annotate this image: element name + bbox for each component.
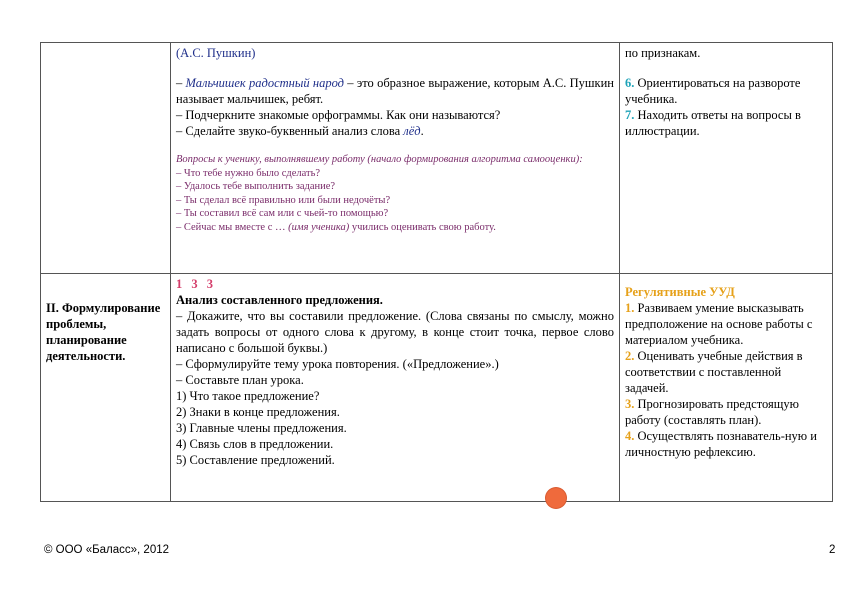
right-top-text: по признакам. <box>625 46 701 60</box>
item-text: Находить ответы на вопросы в иллюстрации. <box>625 108 801 138</box>
item-number: 7. <box>625 108 635 122</box>
slide-numbers: 1 3 3 <box>176 277 216 291</box>
uud-cell <box>620 274 833 502</box>
item-number: 4. <box>625 429 635 443</box>
analysis-word: лёд <box>403 124 421 138</box>
table-row <box>41 274 833 502</box>
uud-item <box>625 396 827 428</box>
last-q-suffix: учились оценивать свою работу. <box>349 221 496 233</box>
uud-item <box>625 348 827 396</box>
author-line: (А.С. Пушкин) <box>176 46 256 60</box>
paragraph: – Сформулируйте тему урока повторения. («Предложение».) <box>176 357 499 371</box>
item-text: Осуществлять познаватель-ную и личностную рефлексию. <box>625 429 817 459</box>
item-number: 2. <box>625 349 635 363</box>
stage-title: II. Формулирование проблемы, планирование деятельности. <box>46 301 161 363</box>
paragraph: – Докажите, что вы составили предложение. (Слова связаны по смыслу, можно задать вопросы от одного слова к другому, в конце стоит точка, первое слово написано с большой буквы.) <box>176 309 614 355</box>
questions-heading: Вопросы к ученику, выполнявшему работу (начало формирования алгоритма самооценки): <box>176 154 583 165</box>
uud-item <box>625 75 827 107</box>
uud-item <box>625 107 827 139</box>
question-item: – Удалось тебе выполнить задание? <box>176 181 336 192</box>
item-number: 3. <box>625 397 635 411</box>
plan-item: 2) Знаки в конце предложения. <box>176 405 340 419</box>
stage-cell-empty <box>41 43 171 274</box>
section-heading: Анализ составленного предложения. <box>176 293 383 307</box>
item-text: Развиваем умение высказывать предположение на основе работы с материалом учебника. <box>625 301 813 347</box>
phrase-quote: Мальчишек радостный народ <box>185 76 345 90</box>
question-item-last <box>176 221 614 235</box>
item-text: Оценивать учебные действия в соответствии с поставленной задачей. <box>625 349 803 395</box>
lesson-plan-table <box>40 42 833 502</box>
item-text: Ориентироваться на развороте учебника. <box>625 76 801 106</box>
question-item: – Ты составил всё сам или с чьей-то помощью? <box>176 208 389 219</box>
last-q-italic: (имя ученика) <box>288 221 350 233</box>
plan-item: 5) Составление предложений. <box>176 453 335 467</box>
page-number: 2 <box>829 544 836 556</box>
uud-item <box>625 300 827 348</box>
paragraph: – Составьте план урока. <box>176 373 304 387</box>
content-cell <box>171 274 620 502</box>
analysis-suffix: . <box>420 124 424 138</box>
stage-cell <box>41 274 171 502</box>
analysis-line <box>176 123 614 139</box>
analysis-prefix: – Сделайте звуко-буквенный анализ слова <box>176 124 404 138</box>
question-item: – Что тебе нужно было сделать? <box>176 167 321 179</box>
item-number: 6. <box>625 76 635 90</box>
content-cell <box>171 43 620 274</box>
phrase-paragraph <box>176 75 614 107</box>
table-row <box>41 43 833 274</box>
dash: – <box>176 76 186 90</box>
plan-item: 4) Связь слов в предложении. <box>176 437 334 451</box>
question-item: – Ты сделал всё правильно или были недочёты? <box>176 194 391 206</box>
item-number: 1. <box>625 301 635 315</box>
last-q-prefix: – Сейчас мы вместе с … <box>176 221 289 233</box>
plan-item: 3) Главные члены предложения. <box>176 421 347 435</box>
phrase-rest: – это образное выражение, которым А.С. Пушкин называет мальчишек, ребят. <box>176 76 615 106</box>
footer-copyright: © ООО «Баласс», 2012 <box>44 544 170 556</box>
plan-item: 1) Что такое предложение? <box>176 389 320 403</box>
uud-item <box>625 428 827 460</box>
uud-cell <box>620 43 833 274</box>
navigation-dot[interactable] <box>546 488 566 508</box>
uud-title: Регулятивные УУД <box>625 285 735 299</box>
orthograms-line: – Подчеркните знакомые орфограммы. Как они называются? <box>176 108 501 122</box>
item-text: Прогнозировать предстоящую работу (составлять план). <box>625 397 799 427</box>
